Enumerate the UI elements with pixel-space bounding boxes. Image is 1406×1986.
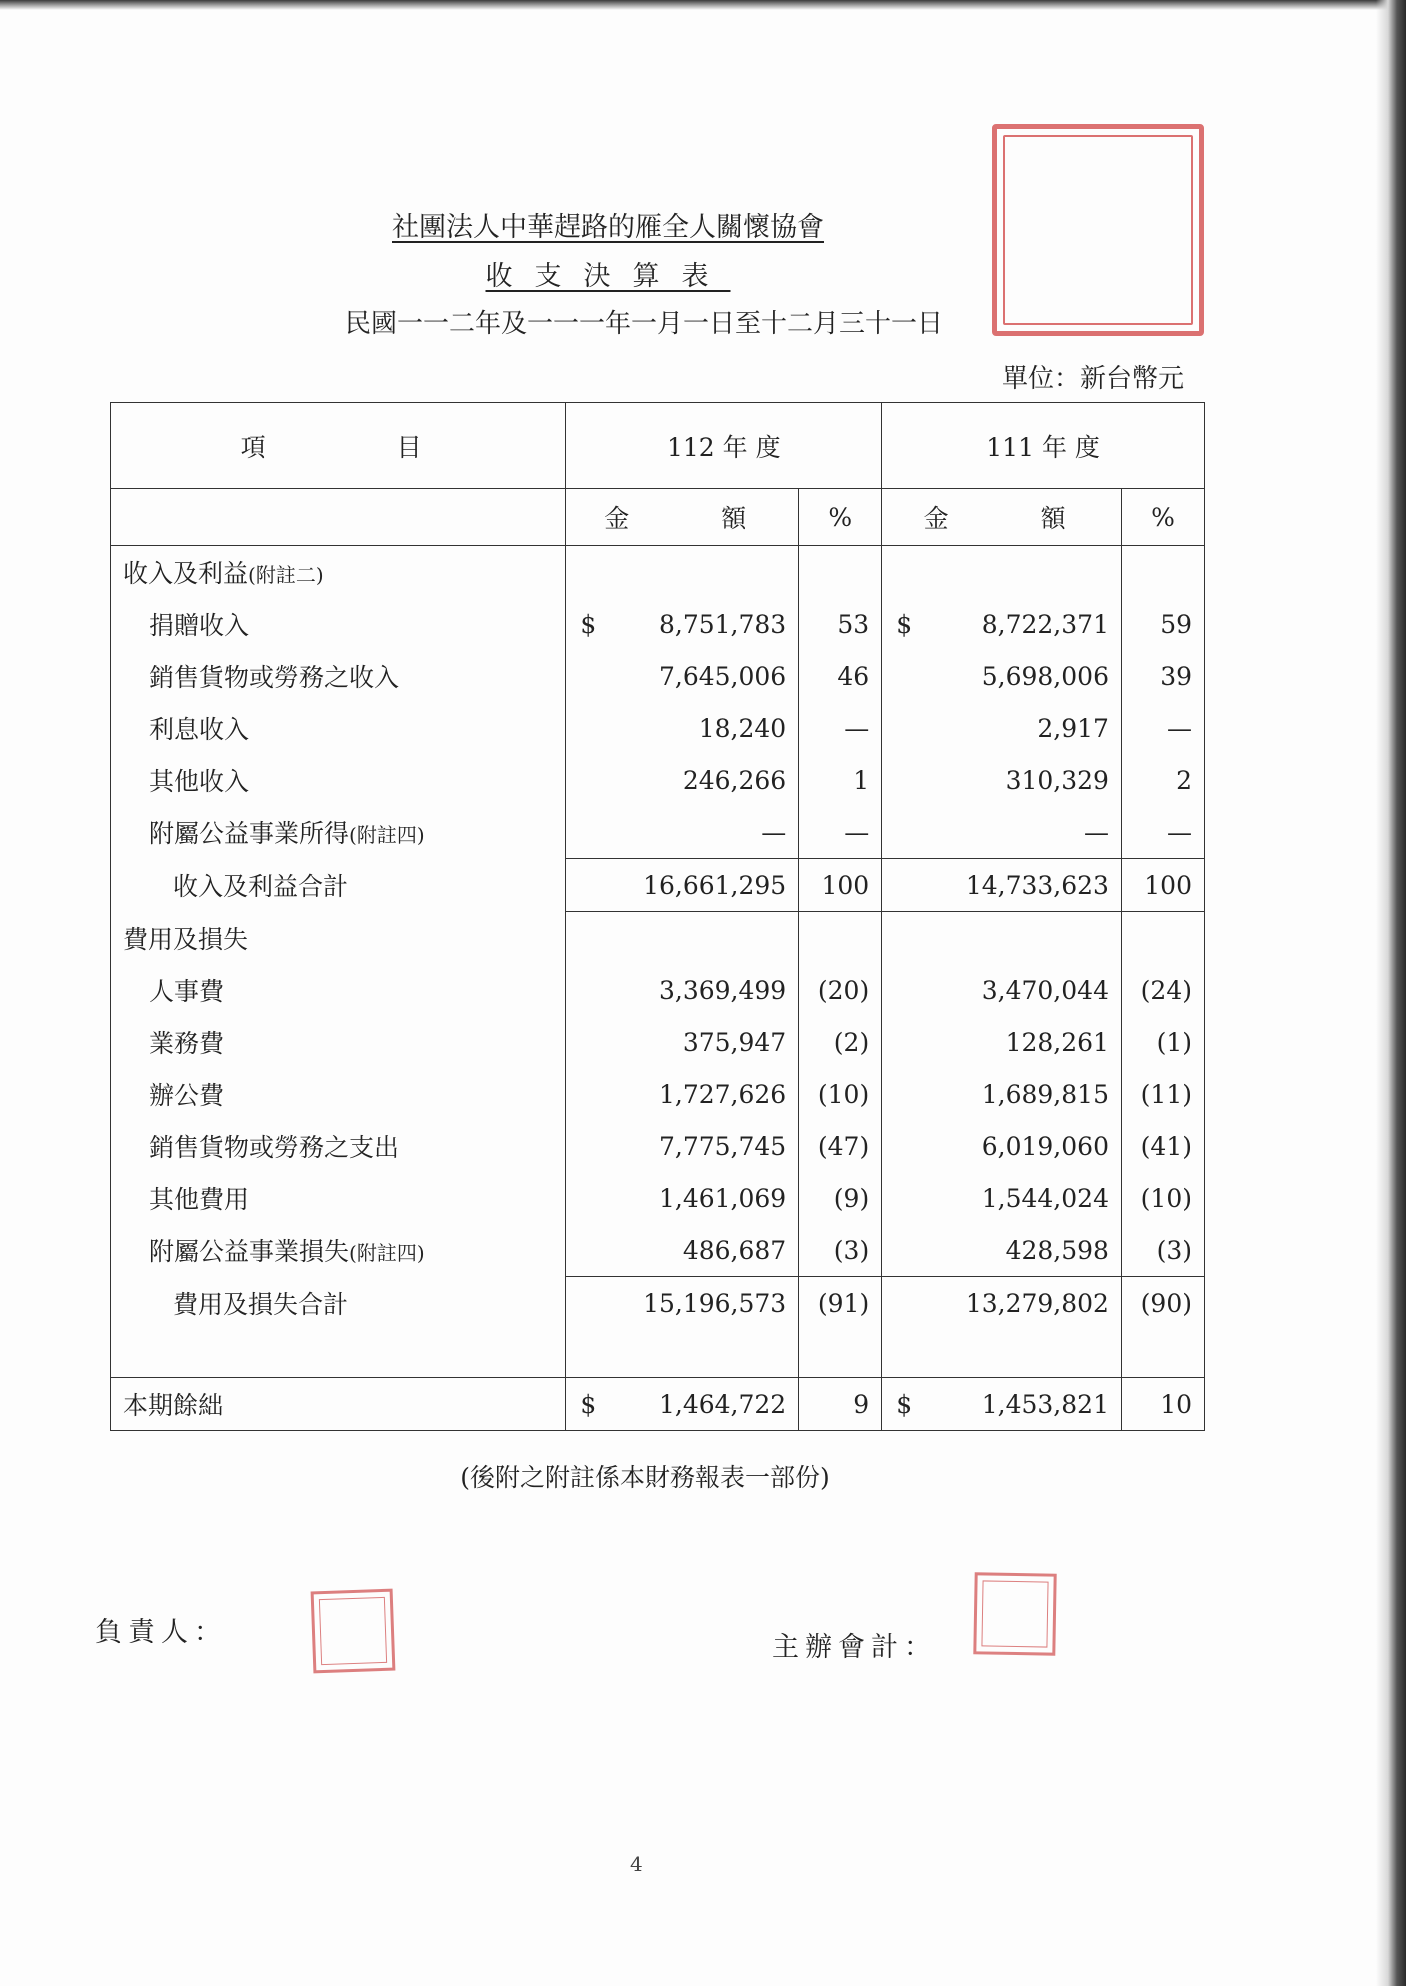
pct-111: (41): [1121, 1120, 1204, 1172]
blank-row: [111, 1329, 1205, 1378]
empty-cell: [1121, 912, 1204, 965]
income-total-pct-111: 100: [1121, 859, 1204, 912]
row-label-text: 捐贈收入: [149, 611, 250, 640]
net-111-cell: [882, 1378, 1122, 1431]
pct-111: (24): [1121, 964, 1204, 1016]
amount-112: 486,687: [682, 1235, 787, 1265]
amount-112: 18,240: [698, 713, 787, 743]
row-label: [111, 964, 566, 1016]
empty-cell: [111, 1329, 566, 1378]
empty-cell: [1121, 1329, 1204, 1378]
income-title-text: 收入及利益: [123, 559, 249, 588]
net-111: 1,453,821: [981, 1389, 1109, 1419]
row-label: [111, 1224, 566, 1277]
amount-111: 428,598: [1005, 1235, 1109, 1265]
amount-112: 375,947: [682, 1027, 787, 1057]
net-label: 本期餘絀: [111, 1378, 566, 1431]
pct-112: (10): [799, 1068, 882, 1120]
pct-112: (9): [799, 1172, 882, 1224]
empty-cell: [799, 912, 882, 965]
amount-111: 8,722,371: [981, 609, 1109, 639]
accountant-signature-label: 主辦會計：: [772, 1632, 937, 1663]
pct-111: —: [1121, 702, 1204, 754]
responsible-seal-stamp: [311, 1589, 396, 1674]
amount-111: 310,329: [1005, 765, 1109, 795]
pct-111: —: [1121, 806, 1204, 859]
table-subheader-row: [111, 489, 1205, 546]
amount-111: 3,470,044: [981, 975, 1109, 1005]
table-row: [111, 1172, 1205, 1224]
pct-111: (10): [1121, 1172, 1204, 1224]
empty-cell: [1121, 546, 1204, 599]
empty-cell: [882, 546, 1122, 599]
pct-112: (3): [799, 1224, 882, 1277]
dollar-sign: $: [896, 1389, 913, 1419]
pct-112: 1: [799, 754, 882, 806]
amount-112-cell: [566, 598, 799, 650]
table-row: [111, 702, 1205, 754]
income-total-pct-112: 100: [799, 859, 882, 912]
pct-112: 46: [799, 650, 882, 702]
subheader-pct-111: %: [1121, 489, 1204, 546]
expense-total-label: 費用及損失合計: [111, 1277, 566, 1330]
row-label-text: 其他費用: [149, 1185, 250, 1214]
row-label-text: 業務費: [149, 1029, 225, 1058]
subheader-blank: [111, 489, 566, 546]
income-total-111: 14,733,623: [882, 859, 1122, 912]
row-label-text: 人事費: [149, 977, 225, 1006]
amount-111: 5,698,006: [981, 661, 1109, 691]
amount-112: 1,727,626: [658, 1079, 787, 1109]
subheader-pct-112: %: [799, 489, 882, 546]
empty-cell: [566, 546, 799, 599]
scan-edge-top: [0, 0, 1406, 10]
net-112: 1,464,722: [658, 1389, 787, 1419]
section-title-row: [111, 546, 1205, 599]
income-title-note: (附註二): [248, 563, 324, 587]
row-label-text: 附屬公益事業損失: [149, 1237, 350, 1267]
section-title-row: [111, 912, 1205, 965]
amount-111-cell: [882, 1172, 1122, 1224]
net-surplus-row: [111, 1378, 1205, 1431]
table-row: [111, 1224, 1205, 1277]
amount-112: 8,751,783: [658, 609, 787, 639]
responsible-signature-label: 負責人：: [95, 1617, 227, 1648]
row-label: [111, 1172, 566, 1224]
amount-112-cell: [566, 650, 799, 702]
income-rows: [111, 598, 1205, 859]
pct-111: (3): [1121, 1224, 1204, 1277]
income-section-title: [111, 546, 566, 599]
empty-cell: [882, 1329, 1122, 1378]
amount-112: 3,369,499: [658, 975, 787, 1005]
pct-111: (1): [1121, 1016, 1204, 1068]
subheader-amount-111: 金 額: [882, 489, 1122, 546]
row-label: [111, 598, 566, 650]
amount-111: 6,019,060: [981, 1131, 1109, 1161]
amount-111-cell: [882, 754, 1122, 806]
header-item: 項 目: [111, 403, 566, 489]
amount-112: —: [761, 817, 787, 847]
row-label: [111, 754, 566, 806]
income-total-label: 收入及利益合計: [111, 859, 566, 912]
amount-111-cell: [882, 702, 1122, 754]
expense-total-112: 15,196,573: [566, 1277, 799, 1330]
pct-112: (20): [799, 964, 882, 1016]
amount-111-cell: [882, 806, 1122, 859]
row-label: [111, 806, 566, 859]
pct-111: 2: [1121, 754, 1204, 806]
dollar-sign: $: [580, 1389, 597, 1419]
amount-111: —: [1083, 817, 1109, 847]
statement-title-text: 收支決算表: [485, 261, 731, 292]
period-text: 民國一一二年及一一一年一月一日至十二月三十一日: [345, 309, 944, 339]
empty-cell: [799, 546, 882, 599]
amount-112-cell: [566, 702, 799, 754]
table-row: [111, 754, 1205, 806]
table-row: [111, 598, 1205, 650]
org-title-text: 社團法人中華趕路的雁全人關懷協會: [392, 212, 824, 243]
empty-cell: [882, 912, 1122, 965]
amount-111-cell: [882, 598, 1122, 650]
amount-112: 246,266: [682, 765, 787, 795]
seal-inner-border: [319, 1597, 387, 1665]
amount-111: 128,261: [1005, 1027, 1109, 1057]
amount-111-cell: [882, 1016, 1122, 1068]
row-label-note: (附註四): [349, 1241, 425, 1266]
pct-111: (11): [1121, 1068, 1204, 1120]
amount-111: 2,917: [1037, 713, 1109, 743]
amount-112-cell: [566, 1172, 799, 1224]
row-label-note: (附註四): [349, 823, 425, 848]
accountant-seal-stamp: [973, 1572, 1056, 1655]
amount-112-cell: [566, 1224, 799, 1277]
net-112-cell: [566, 1378, 799, 1431]
scan-edge-right: [1376, 0, 1406, 1986]
expense-total-pct-112: (91): [799, 1277, 882, 1330]
table-row: [111, 964, 1205, 1016]
expense-total-pct-111: (90): [1121, 1277, 1204, 1330]
empty-cell: [566, 912, 799, 965]
amount-112: 7,645,006: [658, 661, 787, 691]
seal-inner-border: [981, 1580, 1048, 1647]
amount-111: 1,544,024: [981, 1183, 1109, 1213]
expense-total-111: 13,279,802: [882, 1277, 1122, 1330]
table-row: [111, 806, 1205, 859]
pct-111: 39: [1121, 650, 1204, 702]
amount-111-cell: [882, 650, 1122, 702]
table-header-row: [111, 403, 1205, 489]
table-row: [111, 650, 1205, 702]
amount-112: 1,461,069: [658, 1183, 787, 1213]
org-seal-stamp: [992, 124, 1204, 336]
row-label: [111, 1120, 566, 1172]
net-pct-112: 9: [799, 1378, 882, 1431]
amount-111: 1,689,815: [981, 1079, 1109, 1109]
dollar-sign: $: [896, 609, 913, 639]
row-label-text: 利息收入: [149, 715, 250, 744]
header-year-112: 112 年 度: [566, 403, 882, 489]
row-label-text: 其他收入: [149, 767, 250, 796]
row-label: [111, 1016, 566, 1068]
unit-label: 單位：新台幣元: [1002, 364, 1185, 394]
financial-statement-table: [110, 402, 1205, 1431]
amount-111-cell: [882, 1068, 1122, 1120]
amount-112: 7,775,745: [658, 1131, 787, 1161]
table-row: [111, 1120, 1205, 1172]
income-total-112: 16,661,295: [566, 859, 799, 912]
expense-rows: [111, 964, 1205, 1277]
amount-111-cell: [882, 964, 1122, 1016]
income-total-row: [111, 859, 1205, 912]
pct-112: (2): [799, 1016, 882, 1068]
pct-112: 53: [799, 598, 882, 650]
row-label-text: 附屬公益事業所得: [149, 819, 350, 849]
row-label: [111, 650, 566, 702]
row-label: [111, 702, 566, 754]
dollar-sign: $: [580, 609, 597, 639]
amount-112-cell: [566, 1068, 799, 1120]
table-row: [111, 1068, 1205, 1120]
header-year-111: 111 年 度: [882, 403, 1205, 489]
amount-112-cell: [566, 806, 799, 859]
amount-112-cell: [566, 964, 799, 1016]
row-label-text: 辦公費: [149, 1081, 225, 1110]
empty-cell: [566, 1329, 799, 1378]
amount-111-cell: [882, 1224, 1122, 1277]
net-pct-111: 10: [1121, 1378, 1204, 1431]
pct-112: (47): [799, 1120, 882, 1172]
pct-112: —: [799, 702, 882, 754]
pct-112: —: [799, 806, 882, 859]
footnote: (後附之附註係本財務報表一部份): [460, 1463, 830, 1492]
row-label: [111, 1068, 566, 1120]
table-row: [111, 1016, 1205, 1068]
org-seal-inner-border: [1003, 135, 1193, 325]
empty-cell: [799, 1329, 882, 1378]
row-label-text: 銷售貨物或勞務之收入: [149, 663, 400, 692]
subheader-amount-112: 金 額: [566, 489, 799, 546]
page-number: 4: [630, 1852, 643, 1876]
amount-112-cell: [566, 754, 799, 806]
amount-112-cell: [566, 1120, 799, 1172]
pct-111: 59: [1121, 598, 1204, 650]
amount-111-cell: [882, 1120, 1122, 1172]
amount-112-cell: [566, 1016, 799, 1068]
expense-total-row: [111, 1277, 1205, 1330]
row-label-text: 銷售貨物或勞務之支出: [149, 1133, 400, 1162]
expense-section-title: 費用及損失: [111, 912, 566, 965]
